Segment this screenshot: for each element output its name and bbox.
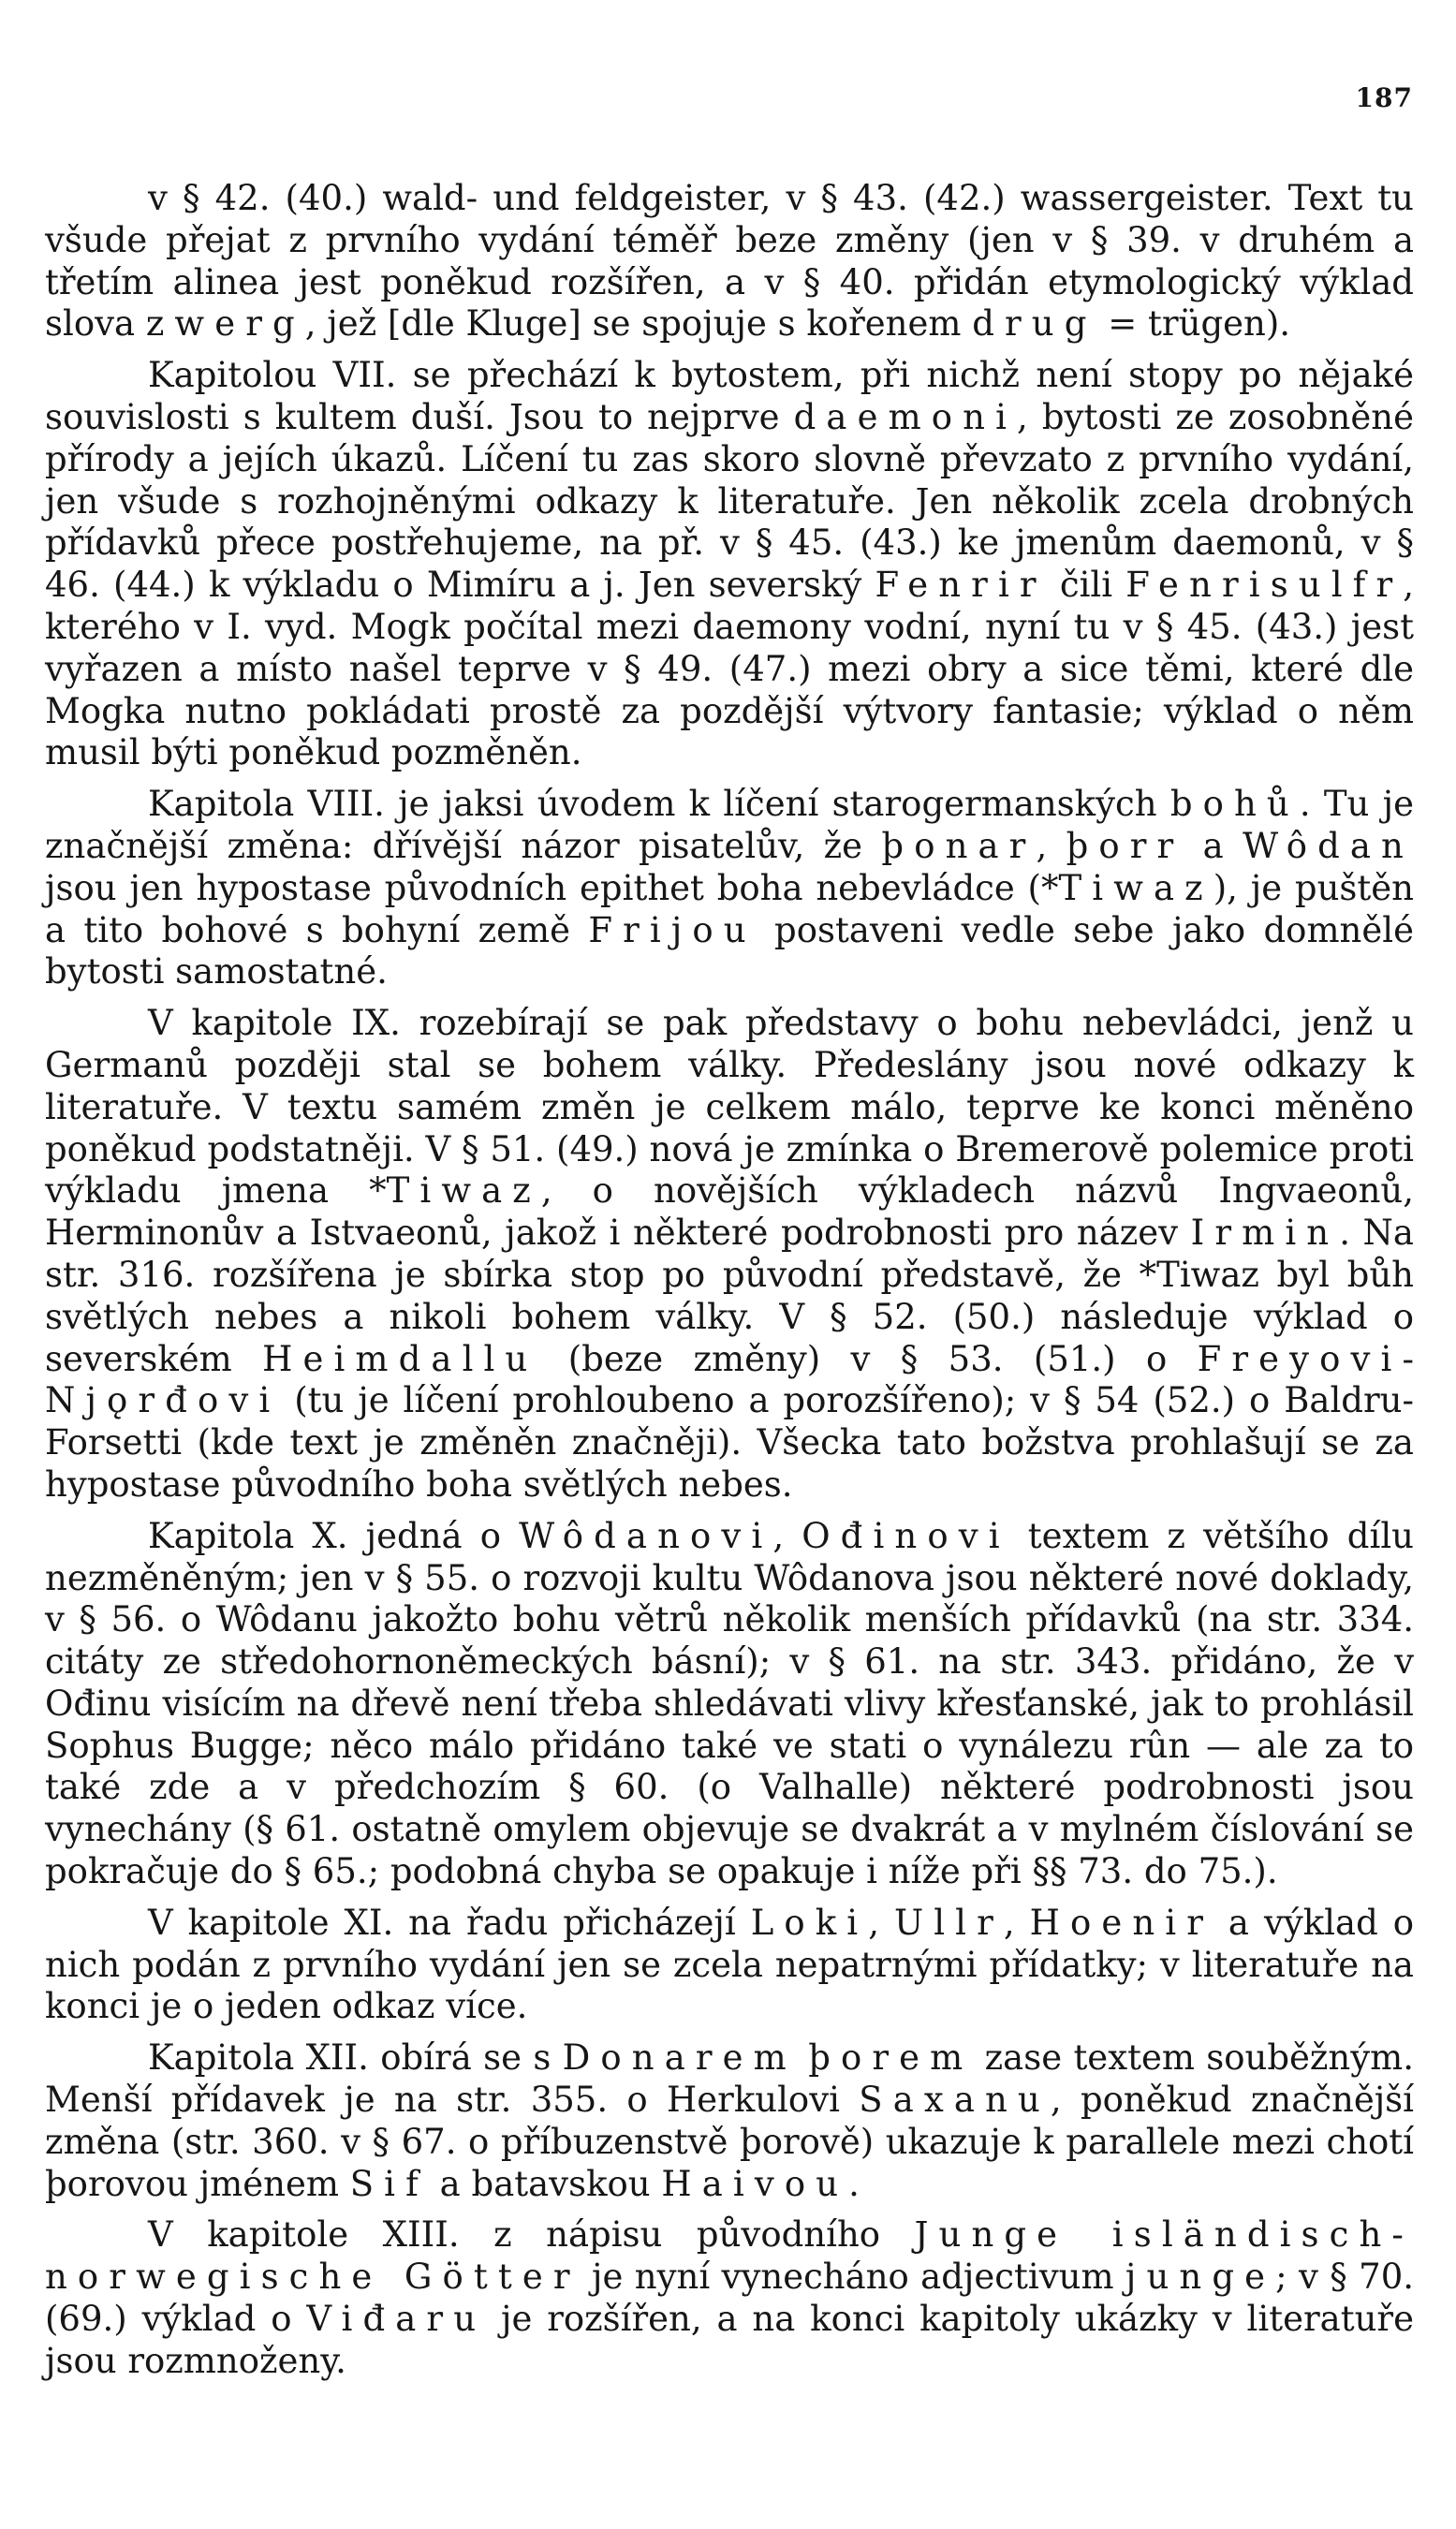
spaced-term: daemoni (793, 396, 1018, 437)
text-run: - (1402, 1338, 1414, 1379)
spaced-term: Tiwaz (1058, 867, 1213, 908)
spaced-term: drug (972, 303, 1097, 345)
paragraph-2 (45, 355, 1414, 774)
paragraph-3 (45, 784, 1414, 993)
text-run: ; v § 70. (69.) výklad o (45, 2257, 1414, 2340)
page-number: 187 (1355, 82, 1413, 113)
text-run: Kapitola VIII. je jaksi úvodem k líčení starogermanských (148, 784, 1170, 825)
spaced-term: Heimdallu (262, 1338, 538, 1379)
spaced-term: Loki (750, 1902, 869, 1943)
spaced-term: Saxanu (859, 2080, 1051, 2121)
text-run: (beze změny) v § 53. (51.) o (537, 1338, 1198, 1379)
body-text (45, 178, 1414, 2392)
spaced-term: Ođinovi (802, 1515, 1010, 1556)
text-run: (tu je líčení prohloubeno a porozšířeno); v § 54 (52.) o Baldru-Forsetti (kde text je změněn značněji). Všecka tato božstva prohlašují se za hypostase původního boha světlých nebes. (45, 1380, 1414, 1505)
text-run: , kterého v I. vyd. Mogk počítal mezi daemony vodní, nyní tu v § 45. (43.) jest vyřazen a místo našel teprve v § 49. (47.) mezi obry a sice těmi, které dle Mogka nutno pokládati prostě za pozdější výtvory fantasie; výklad o něm musil býti poněkud pozměněn. (45, 565, 1414, 773)
text-run: , poněkud značnější změna (str. 360. v § 67. o příbuzenstvě þorově) ukazuje k parallele mezi chotí þorovou jménem (45, 2080, 1415, 2204)
spaced-term: Hoenir (1029, 1902, 1213, 1943)
spaced-term: Fenrisulfr (1125, 565, 1404, 606)
spaced-term: Viđaru (306, 2299, 487, 2340)
spaced-term: Freyovi (1197, 1338, 1403, 1379)
paragraph-1 (45, 178, 1414, 346)
paragraph-6 (45, 1903, 1414, 2028)
text-run: Kapitola XII. obírá se s (148, 2037, 563, 2079)
text-run: . Na str. 316. rozšířena je sbírka stop po původní představě, že *Tiwaz byl bůh světlých nebes a nikoli bohem války. V § 52. (50.) následuje výklad o severském (45, 1213, 1414, 1379)
text-run: V kapitole XIII. z nápisu původního (148, 2214, 915, 2256)
spaced-term: Irmin (1190, 1213, 1340, 1254)
text-run: V kapitole IX. rozebírají se pak představy o bohu nebevládci, jenž u Germanů později stal se bohem války. Předeslány jsou nové odkazy k literatuře. V textu samém změn je celkem málo, teprve ke konci měněno poněkud podstatněji. V § 51. (49.) nová je zmínka o Bremerově polemice proti výkladu jmena * (45, 1003, 1414, 1212)
spaced-term: Haivou (661, 2163, 849, 2204)
text-run: = trügen). (1096, 303, 1291, 345)
text-run: , bytosti ze zosobněné přírody a jejích úkazů. Líčení tu zas skoro slovně převzato z prvního vydání, jen všude s rozhojněnými odkazy k literatuře. Jen několik zcela drobných přídavků přece postřehujeme, na př. v § 45. (43.) ke jmenům daemonů, v § 46. (44.) k výkladu o Mimíru a j. Jen severský (45, 396, 1414, 606)
spaced-term: Wôdan (1243, 825, 1414, 866)
spaced-term: Donarem (562, 2037, 797, 2079)
text-run: . Tu je značnější změna: dřívější názor pisatelův, že (45, 784, 1414, 866)
spaced-term: bohů (1169, 784, 1300, 825)
text-run (797, 2037, 808, 2078)
text-run: a batavskou (428, 2163, 662, 2204)
text-run: Kapitola X. jedná o (148, 1515, 520, 1556)
paragraph-5 (45, 1516, 1414, 1893)
text-run: , (868, 1902, 894, 1943)
text-run: postaveni vedle sebe jako domnělé bytosti samostatné. (45, 909, 1414, 992)
spaced-term: junge (1125, 2257, 1276, 2298)
spaced-term: Wôdanovi (519, 1515, 773, 1556)
spaced-term: Ullr (893, 1902, 1004, 1943)
text-run: , (1003, 1902, 1030, 1943)
spaced-term: Junge isländisch-norwegische Götter (45, 2214, 1414, 2298)
text-run: ), je puštěn a tito bohové s bohyní země (45, 867, 1415, 950)
spaced-term: Fenrir (875, 565, 1047, 606)
text-run: a (1184, 825, 1243, 866)
paragraph-8 (45, 2214, 1414, 2382)
text-run: . (848, 2163, 860, 2204)
text-run: , (772, 1515, 802, 1556)
text-run: zase textem souběžným. Menší přídavek je na str. 355. o Herkulovi (45, 2037, 1415, 2121)
text-run: , jež [dle Kluge] se spojuje s kořenem (304, 303, 973, 345)
text-run: čili (1046, 565, 1126, 606)
text-run: Kapitolou VII. se přechází k bytostem, při nichž není stopy po nějaké souvislosti s kultem duší. Jsou to nejprve (45, 355, 1414, 437)
spaced-term: þonar (881, 825, 1037, 866)
spaced-term: þorr (1066, 825, 1184, 866)
spaced-term: þorem (808, 2037, 974, 2079)
spaced-term: zwerg (145, 303, 305, 345)
text-run: , o novějších výkladech názvů Ingvaeonů, Herminonův a Istvaeonů, jakož i některé podrobnosti pro název (45, 1170, 1414, 1254)
text-run: jsou jen hypostase původních epithet boha nebevládce (* (45, 867, 1059, 908)
spaced-term: Sif (349, 2163, 429, 2204)
text-run: textem z většího dílu nezměněným; jen v § 55. o rozvoji kultu Wôdanova jsou některé nové doklady, v § 56. o Wôdanu jakožto bohu větrů několik menších přídavků (na str. 334. citáty ze středohornoněmeckých básní); v § 61. na str. 343. přidáno, že v Ođinu visícím na dřevě není třeba shledávati vlivy křesťanské, jak to prohlásil Sophus Bugge; něco málo přidáno také ve stati o vynálezu rûn — ale za to také zde a v předchozím § 60. (o Valhalle) některé podrobnosti jsou vynechány (§ 61. ostatně omylem objevuje se dvakrát a v mylném číslování se pokračuje do § 65.; podobná chyba se opakuje i níže při §§ 73. do 75.). (45, 1515, 1414, 1892)
paragraph-7 (45, 2037, 1414, 2205)
spaced-term: Frijou (588, 909, 757, 950)
text-run: v § 42. (40.) wald- und feldgeister, v § 43. (42.) wassergeister. Text tu všude přejat z prvního vydání téměř beze změny (jen v § 39. v druhém a třetím alinea jest poněkud rozšířen, a v § 40. přidán etymologický výklad slova (45, 178, 1414, 345)
text-run: V kapitole XI. na řadu přicházejí (148, 1902, 751, 1943)
text-run: , (1036, 825, 1066, 866)
spaced-term: Tiwaz (386, 1170, 541, 1212)
text-run: je rozšířen, a na konci kapitoly ukázky v literatuře jsou rozmnoženy. (45, 2299, 1415, 2381)
text-run: je nyní vynecháno adjectivum (580, 2257, 1125, 2298)
spaced-term: Njǫrđovi (45, 1380, 281, 1421)
text-run: a výklad o nich podán z prvního vydání jen se zcela nepatrnými přídatky; v literatuře na konci je o jeden odkaz více. (45, 1902, 1414, 2027)
paragraph-4 (45, 1003, 1414, 1507)
